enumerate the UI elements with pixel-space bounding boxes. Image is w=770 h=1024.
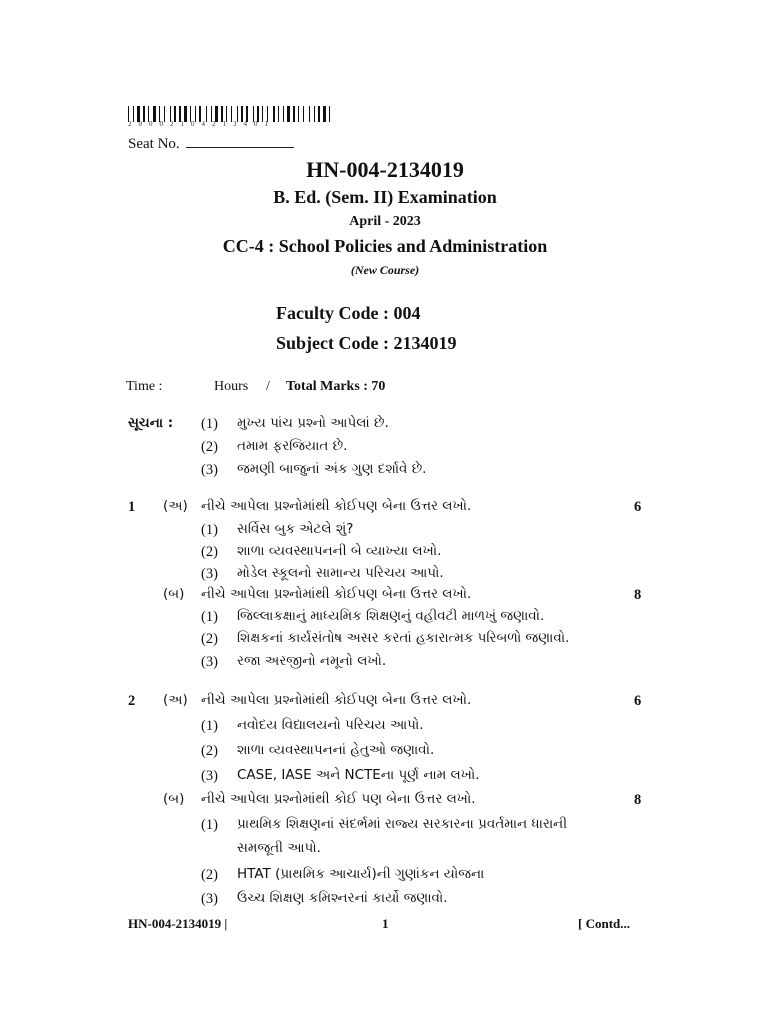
part-marks: 8 [634, 792, 642, 808]
item-text: નવોદય વિદ્યાલયનો પરિચય આપો. [237, 717, 424, 733]
item-text: HTAT (પ્રાથમિક આચાર્ય)ની ગુણાંકન યોજના [237, 866, 485, 882]
footer-paper-code: HN-004-2134019 | [128, 916, 228, 931]
exam-month: April - 2023 [349, 214, 421, 229]
item-text: પ્રાથમિક શિક્ષણનાં સંદર્ભમાં રાજ્ય સરકારના પ્રવર્તમાન ધારાની [237, 816, 568, 832]
item-number: (2) [201, 743, 218, 759]
question-number: 1 [128, 499, 136, 515]
part-label: (અ) [163, 498, 188, 514]
seat-number-field [128, 136, 294, 153]
page-number: 1 [382, 916, 389, 931]
instruction-number: (2) [201, 439, 218, 455]
separator: / [266, 379, 270, 394]
part-prompt: નીચે આપેલા પ્રશ્નોમાંથી કોઈપણ બેના ઉત્તર લખો. [201, 498, 472, 514]
item-text: ઉચ્ચ શિક્ષણ કમિશ્નરનાં કાર્યો જણાવો. [237, 890, 448, 906]
item-text: જિલ્લાકક્ષાનું માધ્યમિક શિક્ષણનું વહીવટી માળખું જણાવો. [237, 608, 545, 624]
item-number: (3) [201, 566, 218, 582]
item-number: (3) [201, 654, 218, 670]
total-marks: Total Marks : 70 [286, 379, 386, 394]
faculty-code: Faculty Code : 004 [276, 303, 421, 323]
paper-code: HN-004-2134019 [306, 157, 464, 182]
part-label: (બ) [163, 791, 185, 807]
item-number: (3) [201, 891, 218, 907]
item-number: (1) [201, 522, 218, 538]
instruction-number: (3) [201, 462, 218, 478]
seat-label: Seat No. [128, 136, 180, 152]
item-text: રજા અરજીનો નમૂનો લખો. [237, 653, 387, 669]
part-marks: 6 [634, 499, 642, 515]
item-number: (2) [201, 544, 218, 560]
part-prompt: નીચે આપેલા પ્રશ્નોમાંથી કોઈપણ બેના ઉત્તર લખો. [201, 586, 472, 602]
part-label: (બ) [163, 586, 185, 602]
item-number: (1) [201, 817, 218, 833]
instruction-text: મુખ્ય પાંચ પ્રશ્નો આપેલાં છે. [237, 415, 389, 431]
barcode-digits: 20002104213401 [128, 120, 275, 128]
instruction-text: તમામ ફરજિયાત છે. [237, 438, 348, 454]
course-title: CC-4 : School Policies and Administration [222, 236, 548, 256]
course-note: (New Course) [350, 263, 420, 277]
continued-label: [ Contd... [578, 916, 631, 931]
instructions-label: સૂચના : [128, 415, 174, 431]
item-number: (1) [201, 609, 218, 625]
part-prompt: નીચે આપેલા પ્રશ્નોમાંથી કોઈ પણ બેના ઉત્તર લખો. [201, 791, 476, 807]
hours-label: Hours [214, 379, 249, 394]
instruction-number: (1) [201, 416, 218, 432]
part-marks: 8 [634, 587, 642, 603]
item-text: મોડેલ સ્કૂલનો સામાન્ય પરિચય આપો. [237, 565, 444, 581]
item-number: (2) [201, 631, 218, 647]
instruction-text: જમણી બાજુનાં અંક ગુણ દર્શાવે છે. [237, 461, 427, 477]
item-text: શિક્ષકનાં કાર્યસંતોષ અસર કરતાં હકારાત્મક પરિબળો જણાવો. [237, 630, 570, 646]
exam-title: B. Ed. (Sem. II) Examination [273, 187, 497, 207]
part-label: (અ) [163, 692, 188, 708]
item-number: (2) [201, 867, 218, 883]
part-prompt: નીચે આપેલા પ્રશ્નોમાંથી કોઈપણ બેના ઉત્તર લખો. [201, 692, 472, 708]
item-number: (1) [201, 718, 218, 734]
part-marks: 6 [634, 693, 642, 709]
item-text: શાળા વ્યવસ્થાપનનાં હેતુઓ જણાવો. [237, 742, 435, 758]
item-text-continued: સમજૂતી આપો. [237, 840, 321, 856]
question-number: 2 [128, 693, 136, 709]
item-number: (3) [201, 768, 218, 784]
time-label: Time : [126, 379, 163, 394]
subject-code: Subject Code : 2134019 [276, 333, 457, 353]
seat-blank-line [186, 137, 294, 148]
item-text: શાળા વ્યવસ્થાપનની બે વ્યાખ્યા લખો. [237, 543, 442, 559]
item-text: CASE, IASE અને NCTEના પૂર્ણ નામ લખો. [237, 767, 480, 783]
item-text: સર્વિસ બુક એટલે શું? [237, 521, 354, 537]
